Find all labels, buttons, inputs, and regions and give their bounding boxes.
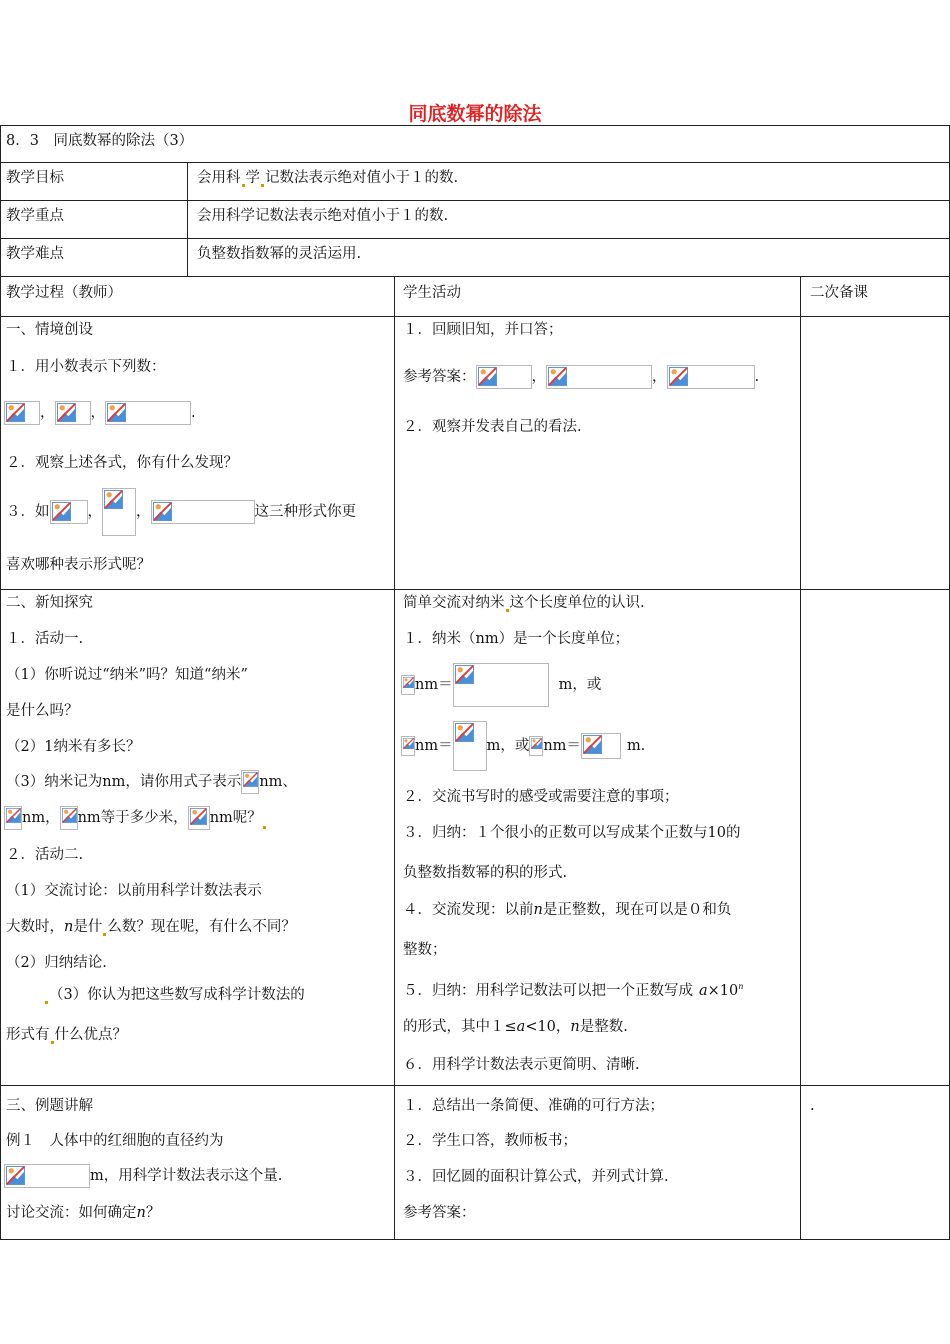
s3-student-1: １．总结出一条简便、准确的可行方法；: [403, 1098, 664, 1114]
s3-discussion: 讨论交流：如何确定n？: [6, 1205, 161, 1221]
formula-image: [188, 806, 210, 830]
notes-column-header: 二次备课: [810, 285, 868, 301]
s1-question-1: １．用小数表示下列数：: [6, 359, 166, 375]
s2-line-1: １．活动一.: [6, 631, 84, 647]
s2-line-3: 是什么吗？: [6, 703, 79, 719]
s2-teacher-cell: [0, 589, 395, 1086]
s2-line-6: nm， nm等于多少米， nm呢？: [4, 806, 267, 830]
difficulty-text: 负整数指数幂的灵活运用.: [197, 246, 362, 262]
s1-question-3: ３．如 ， ， 这三种形式你更: [6, 488, 356, 536]
s3-student-3: ３．回忆圆的面积计算公式，并列式计算.: [403, 1169, 669, 1185]
image-placeholder-icon: [243, 772, 258, 787]
goal-label: 教学目标: [6, 170, 64, 186]
s2-student-6: 负整数指数幂的积的形式.: [403, 865, 568, 881]
s1-student-cell: [394, 316, 801, 590]
focus-text: 会用科学记数法表示绝对值小于１的数.: [197, 208, 449, 224]
formula-image: [4, 806, 22, 830]
s2-student-7: ４．交流发现：以前n是正整数，现在可以是０和负: [403, 902, 732, 918]
s2-line-10: （2）归纳结论.: [6, 955, 107, 971]
image-placeholder-icon: [403, 738, 414, 749]
formula-image: [453, 663, 549, 707]
s1-student-2: ２．观察并发表自己的看法.: [403, 419, 582, 435]
image-placeholder-icon: [6, 403, 25, 422]
s3-heading: 三、例题讲解: [6, 1098, 93, 1114]
image-placeholder-icon: [153, 502, 172, 521]
teacher-column-header: 教学过程（教师）: [6, 285, 122, 301]
image-placeholder-icon: [531, 738, 542, 749]
goal-text: 会用科 学 记数法表示绝对值小于１的数.: [197, 170, 459, 186]
s2-student-1: １．纳米（nm）是一个长度单位；: [403, 631, 630, 647]
formula-image: [151, 500, 255, 524]
student-column-header: 学生活动: [403, 285, 461, 301]
formula-image: [529, 736, 543, 756]
s2-line-4: （2）1纳米有多长？: [6, 739, 141, 755]
formula-image: [667, 365, 755, 389]
s2-student-0: 简单交流对纳米 这个长度单位的认识.: [403, 595, 645, 611]
formula-image: [241, 770, 259, 794]
difficulty-label: 教学难点: [6, 246, 64, 262]
image-placeholder-icon: [52, 502, 71, 521]
formula-image: [401, 736, 415, 756]
s1-notes-cell: [800, 316, 950, 590]
image-placeholder-icon: [478, 367, 497, 386]
image-placeholder-icon: [6, 1166, 25, 1185]
image-placeholder-icon: [190, 808, 207, 825]
s2-student-8: 整数；: [403, 942, 447, 958]
s2-student-9: ５．归纳：用科学记数法可以把一个正数写成 $a\times 10^n$: [403, 982, 744, 999]
s2-student-3: nm＝ m，或 nm＝ m.: [401, 721, 645, 771]
s3-example-cont: m，用科学计数法表示这个量.: [4, 1164, 282, 1188]
formula-image: [401, 675, 415, 695]
s2-student-5: ３．归纳：１个很小的正数可以写成某个正数与10的: [403, 825, 741, 841]
formula-image: [4, 401, 40, 425]
formula-image: [102, 488, 136, 536]
formula-image: [50, 500, 88, 524]
formula-image: [55, 401, 91, 425]
s2-heading: 二、新知探究: [6, 595, 93, 611]
s1-image-row: ， ， .: [4, 401, 196, 425]
formula-image: [476, 365, 532, 389]
image-placeholder-icon: [548, 367, 567, 386]
s1-heading: 一、情境创设: [6, 322, 93, 338]
image-placeholder-icon: [6, 808, 21, 823]
s3-example: 例１ 人体中的红细胞的直径约为: [6, 1133, 224, 1149]
s2-student-10: 的形式，其中１≤a<10，n是整数.: [403, 1019, 628, 1035]
s3-notes-mark: .: [810, 1098, 815, 1114]
s2-line-7: ２．活动二.: [6, 847, 84, 863]
formula-image: [453, 721, 487, 771]
image-placeholder-icon: [455, 723, 474, 742]
formula-image: [60, 806, 78, 830]
s3-student-4: 参考答案：: [403, 1205, 476, 1221]
s1-question-3-cont: 喜欢哪种表示形式呢？: [6, 557, 151, 573]
page-title: 同底数幂的除法: [408, 103, 542, 125]
image-placeholder-icon: [403, 677, 414, 688]
formula-image: [546, 365, 652, 389]
image-placeholder-icon: [104, 490, 123, 509]
s2-line-8: （1）交流讨论：以前用科学计数法表示: [6, 883, 262, 899]
image-placeholder-icon: [57, 403, 76, 422]
image-placeholder-icon: [455, 665, 474, 684]
s2-line-2: （1）你听说过“纳米”吗？知道“纳米”: [6, 667, 248, 683]
s2-student-4: ２．交流书写时的感受或需要注意的事项；: [403, 789, 679, 805]
image-placeholder-icon: [62, 808, 77, 823]
formula-image: [4, 1164, 90, 1188]
formula-image: [581, 733, 621, 759]
s2-line-9: 大数时，n是什 么数？现在呢，有什么不同？: [6, 919, 296, 935]
s1-question-2: ２．观察上述各式，你有什么发现？: [6, 455, 238, 471]
s2-line-11: （3）你认为把这些数写成科学计数法的: [44, 985, 305, 1005]
s2-line-12: 形式有 什么优点？: [6, 1027, 127, 1043]
s3-notes-cell: [800, 1085, 950, 1240]
image-placeholder-icon: [583, 735, 602, 754]
s2-student-11: ６．用科学计数法表示更简明、清晰.: [403, 1057, 640, 1073]
formula-image: [105, 401, 191, 425]
s1-student-answer-row: 参考答案： ， ， .: [403, 365, 759, 389]
s1-student-1: １．回顾旧知，并口答；: [403, 322, 563, 338]
s2-line-5: （3）纳米记为nm，请你用式子表示 nm、: [6, 770, 297, 794]
image-placeholder-icon: [669, 367, 688, 386]
lesson-title: 8．3 同底数幂的除法（3）: [6, 133, 194, 149]
s2-notes-cell: [800, 589, 950, 1086]
image-placeholder-icon: [107, 403, 126, 422]
s3-student-2: ２．学生口答，教师板书；: [403, 1133, 577, 1149]
focus-label: 教学重点: [6, 208, 64, 224]
s2-student-2: nm＝ m，或: [401, 663, 601, 707]
